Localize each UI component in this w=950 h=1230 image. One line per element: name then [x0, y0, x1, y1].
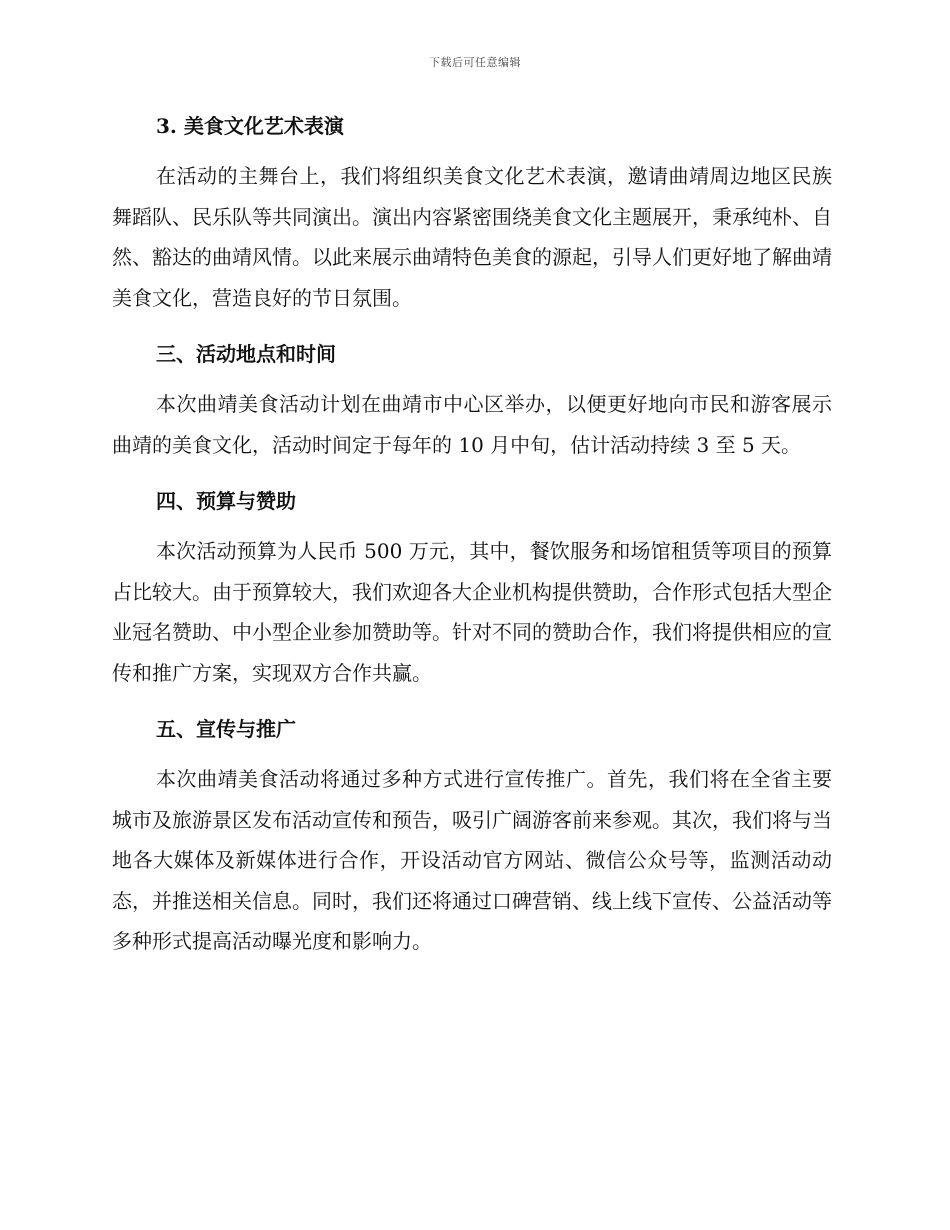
page-header: 下载后可任意编辑: [429, 56, 521, 69]
section-heading: 五、宣传与推广: [156, 717, 296, 741]
section-budget-sponsorship: [112, 481, 832, 693]
section-location-time: [112, 334, 832, 465]
section-performance: [112, 106, 832, 318]
section-paragraph: 本次曲靖美食活动计划在曲靖市中心区举办，以便更好地向市民和游客展示曲靖的美食文化，活动时间定于每年的 10 月中旬，估计活动持续 3 至 5 天。: [112, 392, 832, 457]
section-paragraph: 本次活动预算为人民币 500 万元，其中，餐饮服务和场馆租赁等项目的预算占比较大。由于预算较大，我们欢迎各大企业机构提供赞助，合作形式包括大型企业冠名赞助、中小型企业参加赞助等。针对不同的赞助合作，我们将提供相应的宣传和推广方案，实现双方合作共赢。: [112, 539, 832, 685]
section-promotion: [112, 709, 832, 962]
section-heading: 四、预算与赞助: [156, 489, 296, 513]
section-heading: 3. 美食文化艺术表演: [156, 114, 344, 138]
section-heading: 三、活动地点和时间: [156, 342, 336, 366]
section-paragraph: 在活动的主舞台上，我们将组织美食文化艺术表演，邀请曲靖周边地区民族舞蹈队、民乐队等共同演出。演出内容紧密围绕美食文化主题展开，秉承纯朴、自然、豁达的曲靖风情。以此来展示曲靖特色美食的源起，引导人们更好地了解曲靖美食文化，营造良好的节日氛围。: [112, 164, 832, 310]
document-body: [112, 106, 832, 978]
section-paragraph: 本次曲靖美食活动将通过多种方式进行宣传推广。首先，我们将在全省主要城市及旅游景区发布活动宣传和预告，吸引广阔游客前来参观。其次，我们将与当地各大媒体及新媒体进行合作，开设活动官方网站、微信公众号等，监测活动动态，并推送相关信息。同时，我们还将通过口碑营销、线上线下宣传、公益活动等多种形式提高活动曝光度和影响力。: [112, 767, 832, 953]
